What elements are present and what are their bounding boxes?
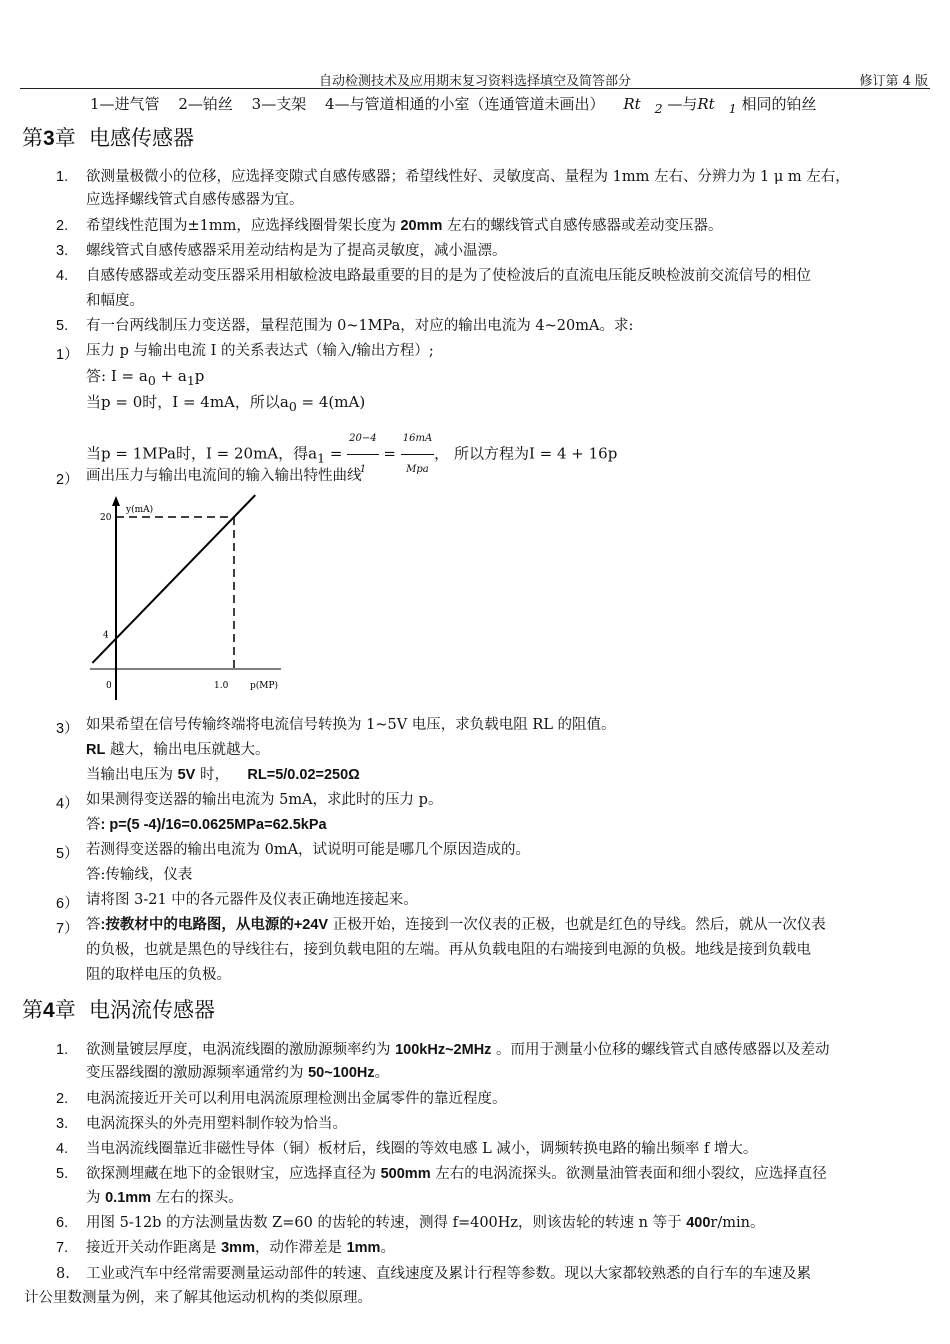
sub-number: 7） [56, 921, 79, 937]
ch4-item-5-line-1: 欲探测埋藏在地下的金银财宝，应选择直径为 500mm 左右的电涡流探头。欲测量油管表面和细小裂纹，应选择直径 [86, 1166, 827, 1182]
ch3-item-5: 有一台两线制压力变送器，量程范围为 0~1MPa，对应的输出电流为 4~20mA。求: [86, 318, 634, 334]
ch3-item-1-line-2: 应选择螺线管式自感传感器为宜。 [86, 192, 304, 208]
sub7-answer-line-2: 的负极，也就是黑色的导线往右，接到负载电阻的左端。再从负载电阻的右端接到电源的负极。地线是接到负载电 [86, 942, 811, 958]
y-tick-label: 4 [103, 630, 109, 641]
sub1-answer-eq3: 当p = 1MPa时，I = 20mA，得$a_1$ = $\frac{20-4}{1}$ = $\frac{16mA}{\text{Mpa}}$ ， 所以方程为I = 4 + 16p [86, 424, 617, 485]
sub7-answer-line-1: 答:按教材中的电路图，从电源的+24V 正极开始，连接到一次仪表的正极，也就是红色的导线。然后，就从一次仪表 [86, 917, 826, 933]
ch4-item-1-line-2: 变压器线圈的激励源频率通常约为 50~100Hz。 [86, 1065, 390, 1081]
fraction-1: $\frac{20-4}{1}$ [347, 424, 378, 485]
fraction-2: $\frac{16mA}{\text{Mpa}}$ [401, 424, 434, 485]
x-tick-label: 1.0 [214, 681, 229, 691]
item-number: 5. [56, 1166, 69, 1182]
sub-number: 6） [56, 896, 79, 912]
item-number: 3. [56, 1116, 69, 1132]
caption-item: 4—与管道相通的小室（连通管道未画出） [324, 95, 605, 113]
item-number: 3. [56, 243, 69, 259]
chapter-4-heading: 第4章 电涡流传感器 [22, 998, 216, 1022]
item-number: 4. [56, 1141, 69, 1157]
caption-rt-text-b: 相同的铂丝 [741, 95, 817, 113]
sub5-answer: 答:传输线，仪表 [86, 867, 193, 883]
sub-number: 5） [56, 846, 79, 862]
figure-caption [90, 93, 830, 116]
ch4-item-8-line-2: 计公里数测量为例，来了解其他运动机构的类似原理。 [24, 1290, 372, 1306]
page-header [20, 68, 930, 89]
sub3-answer-1: RL 越大，输出电压就越大。 [86, 742, 270, 758]
item-number: 8. [56, 1266, 70, 1282]
ch3-item-4-line-1: 自感传感器或差动变压器采用相敏检波电路最重要的目的是为了使检波后的直流电压能反映检波前交流信号的相位 [86, 268, 811, 284]
ch3-item-2: 希望线性范围为±1mm，应选择线圈骨架长度为 20mm 左右的螺线管式自感传感器或差动变压器。 [86, 218, 723, 234]
sub2-question: 画出压力与输出电流间的输入输出特性曲线 [86, 468, 362, 484]
item-number: 1. [56, 169, 69, 185]
caption-rt1: Rt $_1$ [697, 95, 737, 116]
sub1-question: 压力 p 与输出电流 I 的关系表达式（输入/输出方程）; [86, 343, 434, 359]
sub6-question: 请将图 3-21 中的各元器件及仪表正确地连接起来。 [86, 892, 418, 908]
item-number: 2. [56, 218, 69, 234]
sub-number: 3） [56, 721, 79, 737]
sub1-answer-eq1: 答: $I = a_0 + a_1p$ [86, 367, 205, 388]
item-number: 1. [56, 1042, 69, 1058]
caption-item: 1—进气管 [90, 95, 160, 113]
y-tick-label: 20 [100, 513, 112, 523]
sub5-question: 若测得变送器的输出电流为 0mA，试说明可能是哪几个原因造成的。 [86, 842, 531, 858]
chapter-3-title: 电感传感器 [89, 126, 195, 150]
header-title: 自动检测技术及应用期末复习资料选择填空及简答部分 [318, 74, 631, 89]
sub3-question: 如果希望在信号传输终端将电流信号转换为 1~5V 电压，求负载电阻 RL 的阻值。 [86, 717, 616, 733]
x-axis-label: p(MP) [250, 681, 279, 691]
ch4-item-7: 接近开关动作距离是 3mm，动作滞差是 1mm。 [86, 1240, 395, 1256]
ch3-item-1-line-1: 欲测量极微小的位移，应选择变隙式自感传感器；希望线性好、灵敏度高、量程为 1mm 左右、分辨力为 1 μ m 左右， [86, 169, 850, 185]
sub3-answer-2: 当输出电压为 5V 时， RL=5/0.02=250Ω [86, 767, 360, 783]
ch4-item-3: 电涡流探头的外壳用塑料制作较为恰当。 [86, 1116, 347, 1132]
sub-number: 2） [56, 472, 79, 488]
ch3-item-4-line-2: 和幅度。 [86, 293, 144, 309]
ch4-item-2: 电涡流接近开关可以利用电涡流原理检测出金属零件的靠近程度。 [86, 1091, 507, 1107]
ch3-item-3: 螺线管式自感传感器采用差动结构是为了提高灵敏度，减小温漂。 [86, 243, 507, 259]
sub1-answer-eq2: 当p = 0时，I = 4mA，所以$a_0 = 4(mA)$ [86, 393, 366, 414]
caption-item: 2—铂丝 [178, 95, 233, 113]
sub4-answer: 答: p=(5 -4)/16=0.0625MPa=62.5kPa [86, 817, 327, 833]
item-number: 5. [56, 318, 69, 334]
caption-rt-text-a: —与 [667, 95, 698, 113]
ch4-item-6: 用图 5-12b 的方法测量齿数 Z=60 的齿轮的转速，测得 f=400Hz，则该齿轮的转速 n 等于 400r/min。 [86, 1215, 765, 1231]
header-version: 修订第 4 版 [859, 74, 928, 89]
y-axis-arrow [112, 496, 120, 506]
chapter-4-title: 电涡流传感器 [89, 998, 216, 1022]
sub-number: 4） [56, 796, 79, 812]
sub-number: 1） [56, 347, 79, 363]
chapter-3-heading: 第3章 电感传感器 [22, 126, 195, 150]
caption-rt2: Rt $_2$ [623, 95, 663, 116]
sub7-answer-line-3: 阻的取样电压的负极。 [86, 967, 231, 983]
io-characteristic-chart [86, 492, 286, 708]
ch4-item-5-line-2: 为 0.1mm 左右的探头。 [86, 1190, 243, 1206]
caption-item: 3—支架 [251, 95, 307, 113]
x-tick-label: 0 [106, 681, 112, 691]
item-number: 4. [56, 268, 69, 284]
item-number: 6. [56, 1215, 69, 1231]
ch4-item-1-line-1: 欲测量镀层厚度，电涡流线圈的激励源频率约为 100kHz~2MHz 。而用于测量小位移的螺线管式自感传感器以及差动 [86, 1042, 830, 1058]
ch4-item-8-line-1: 工业或汽车中经常需要测量运动部件的转速、直线速度及累计行程等参数。现以大家都较熟悉的自行车的车速及累 [86, 1266, 811, 1282]
item-number: 2. [56, 1091, 69, 1107]
y-axis-label: y(mA) [126, 505, 154, 515]
ch4-item-4: 当电涡流线圈靠近非磁性导体（铜）板材后，线圈的等效电感 L 减小，调频转换电路的输出频率 f 增大。 [86, 1141, 758, 1157]
sub4-question: 如果测得变送器的输出电流为 5mA，求此时的压力 p。 [86, 792, 443, 808]
item-number: 7. [56, 1240, 69, 1256]
